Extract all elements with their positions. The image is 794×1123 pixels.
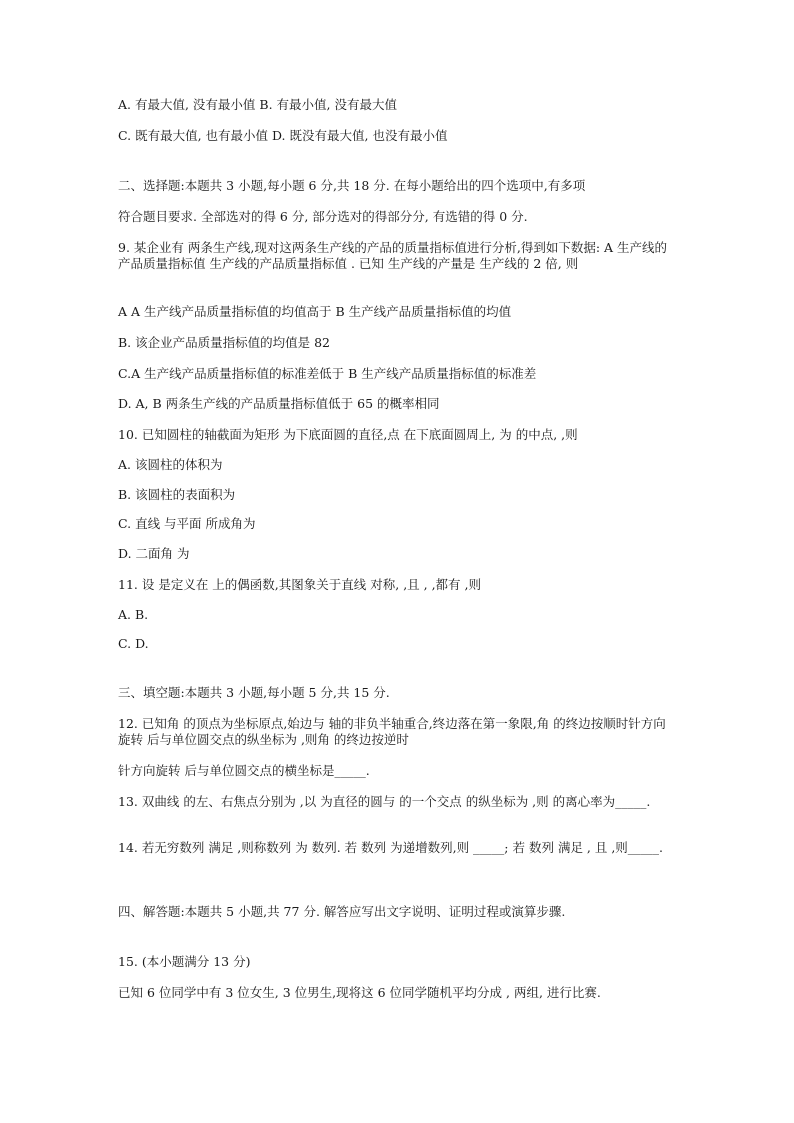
q10-option-b: B. 该圆柱的表面积为 <box>118 487 236 502</box>
section-3-heading: 三、填空题:本题共 3 小题,每小题 5 分,共 15 分. <box>118 685 390 700</box>
q11-stem: 11. 设 是定义在 上的偶函数,其图象关于直线 对称, ,且 , ,都有 ,则 <box>118 577 482 592</box>
q11-options-cd: C. D. <box>118 636 149 651</box>
q10-option-a: A. 该圆柱的体积为 <box>118 457 223 472</box>
section-4-heading: 四、解答题:本题共 5 小题,共 77 分. 解答应写出文字说明、证明过程或演算步骤. <box>118 904 566 919</box>
q15-stem: 已知 6 位同学中有 3 位女生, 3 位男生,现将这 6 位同学随机平均分成 , 两组, 进行比赛. <box>118 985 601 1000</box>
q15-title: 15. (本小题满分 13 分) <box>118 954 251 969</box>
q11-options-ab: A. B. <box>118 607 149 622</box>
q12-stem-continued: 针方向旋转 后与单位圆交点的横坐标是_____. <box>118 763 370 778</box>
q10-option-c: C. 直线 与平面 所成角为 <box>118 516 256 531</box>
q13-stem: 13. 双曲线 的左、右焦点分别为 ,以 为直径的圆与 的一个交点 的纵坐标为 ,则 的离心率为_____. <box>118 794 651 809</box>
q10-option-d: D. 二面角 为 <box>118 546 190 561</box>
q9-option-d: D. A, B 两条生产线的产品质量指标值低于 65 的概率相同 <box>118 396 440 411</box>
section-2-instruction: 符合题目要求. 全部选对的得 6 分, 部分选对的得部分分, 有选错的得 0 分. <box>118 209 528 224</box>
q9-stem: 9. 某企业有 两条生产线,现对这两条生产线的产品的质量指标值进行分析,得到如下数据: A 生产线的产品质量指标值 生产线的产品质量指标值 . 已知 生产线的产量是 生产线的 2 倍, 则 <box>118 240 668 271</box>
q14-stem: 14. 若无穷数列 满足 ,则称数列 为 数列. 若 数列 为递增数列,则 _____; 若 数列 满足 , 且 ,则_____. <box>118 840 664 855</box>
q9-option-b: B. 该企业产品质量指标值的均值是 82 <box>118 335 331 350</box>
q9-option-c: C.A 生产线产品质量指标值的标准差低于 B 生产线产品质量指标值的标准差 <box>118 366 537 381</box>
q12-stem: 12. 已知角 的顶点为坐标原点,始边与 轴的非负半轴重合,终边落在第一象限,角 的终边按顺时针方向旋转 后与单位圆交点的纵坐标为 ,则角 的终边按逆时 <box>118 716 666 747</box>
section-2-heading: 二、选择题:本题共 3 小题,每小题 6 分,共 18 分. 在每小题给出的四个选项中,有多项 <box>118 178 586 193</box>
q10-stem: 10. 已知圆柱的轴截面为矩形 为下底面圆的直径,点 在下底面圆周上, 为 的中点, ,则 <box>118 427 578 442</box>
q8-options-ab: A. 有最大值, 没有最小值 B. 有最小值, 没有最大值 <box>118 97 397 112</box>
q9-option-a: A A 生产线产品质量指标值的均值高于 B 生产线产品质量指标值的均值 <box>118 304 512 319</box>
q8-options-cd: C. 既有最大值, 也有最小值 D. 既没有最大值, 也没有最小值 <box>118 128 448 143</box>
